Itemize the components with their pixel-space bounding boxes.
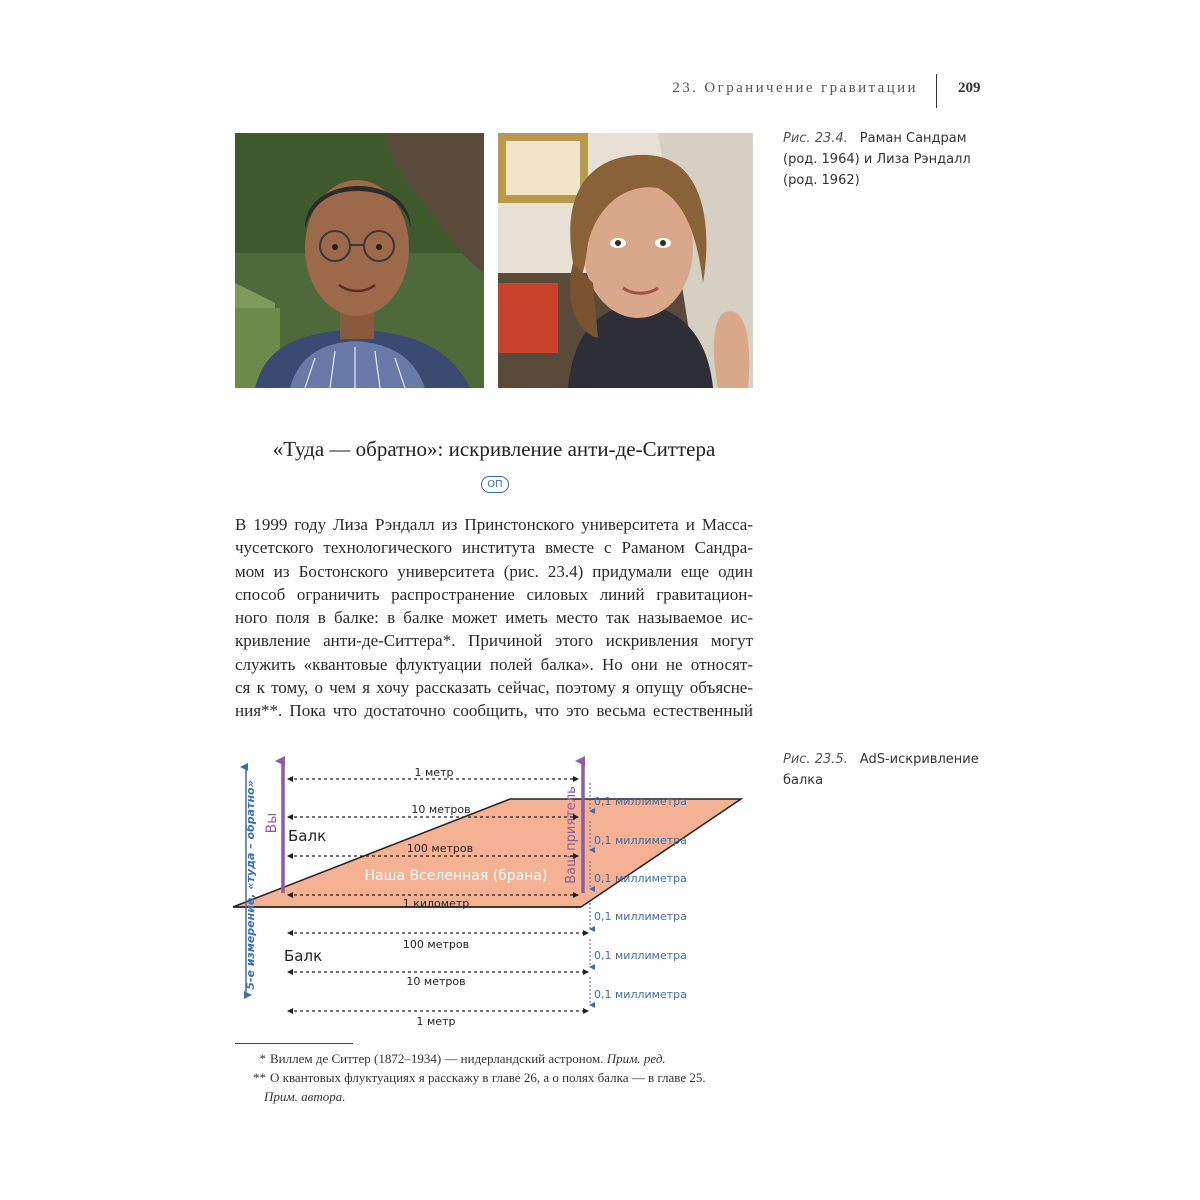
brane-plane [233, 799, 741, 907]
section-badge: ОП [481, 476, 509, 493]
footnote-mark: ** [253, 1070, 266, 1085]
page-number: 209 [958, 80, 981, 96]
figure-caption-text: Раман Сандрам (род. 1964) и Лиза Рэндалл (род. 1962) [783, 131, 971, 188]
footnotes [248, 1049, 768, 1106]
distance-label: 10 метров [406, 975, 466, 988]
running-head: 23. Ограничение гравитации [672, 80, 918, 96]
running-head-divider [936, 74, 937, 108]
footnote-text: О квантовых флуктуациях я расскажу в главе 26, а о полях балка — в главе 25. [270, 1070, 706, 1085]
distance-label: 1 метр [416, 1015, 456, 1028]
spacing-label: 0,1 миллиметра [594, 910, 687, 923]
friend-label: Ваш приятель [564, 786, 579, 884]
photo-lisa-randall [498, 133, 753, 388]
body-line: В 1999 году Лиза Рэндалл из Принстонского университета и Масса- [235, 515, 753, 534]
spacing-label: 0,1 миллиметра [594, 949, 687, 962]
bulk-upper-label: Балк [288, 827, 327, 845]
distance-label: 1 километр [402, 897, 470, 910]
body-line: способ ограничить распространение силовых линий гравитацион- [235, 584, 753, 604]
figure-caption-text: AdS-искривление балка [783, 752, 979, 788]
spacing-label: 0,1 миллиметра [594, 988, 687, 1001]
distance-label: 100 метров [402, 938, 470, 951]
body-line: мом из Бостонского университета (рис. 23.4) придумали еще один [235, 561, 753, 581]
body-line: кривление анти-де-Ситтера*. Причиной этого искривления могут [235, 631, 753, 651]
figure-number: Рис. 23.5. [783, 752, 848, 767]
spacing-label: 0,1 миллиметра [594, 834, 687, 847]
figure-caption-23-5 [783, 749, 983, 791]
body-line: ного поля в балке: в балке может иметь место так называемое ис- [235, 608, 753, 628]
body-line: служить «квантовые флуктуации полей балка». Но они не относят- [235, 654, 753, 674]
distance-label: 100 метров [406, 842, 474, 855]
body-line: ния**. Пока что достаточно сообщить, что это весьма естественный [235, 701, 753, 721]
body-paragraph [235, 513, 753, 723]
figure-caption-23-4 [783, 128, 983, 191]
brane-label: Наша Вселенная (брана) [364, 868, 548, 884]
section-title: «Туда — обратно»: искривление анти-де-Ситтера [272, 437, 716, 461]
footnote-1 [248, 1049, 768, 1068]
body-line: ся к тому, о чем я хочу рассказать сейчас, поэтому я опущу объясне- [235, 678, 753, 698]
distance-label: 1 метр [414, 766, 454, 779]
figure-number: Рис. 23.4. [783, 131, 848, 146]
footnote-2-continuation [248, 1087, 768, 1106]
photo-raman-sundrum [235, 133, 484, 388]
footnote-text: Виллем де Ситтер (1872–1934) — нидерландский астроном. [270, 1051, 604, 1066]
spacing-label: 0,1 миллиметра [594, 872, 687, 885]
footnote-divider [235, 1043, 353, 1044]
ads-warping-diagram [228, 755, 748, 1030]
footnote-mark: * [259, 1051, 266, 1066]
fifth-dimension-label: 5-е измерение, «туда – обратно» [244, 780, 257, 990]
body-line: чусетского технологического института вместе с Раманом Сандра- [235, 538, 753, 558]
distance-label: 10 метров [411, 803, 471, 816]
spacing-label: 0,1 миллиметра [594, 795, 687, 808]
footnote-note: Прим. ред. [606, 1051, 666, 1066]
bulk-lower-label: Балк [284, 947, 323, 965]
you-label: Вы [264, 812, 280, 834]
footnote-2 [248, 1068, 768, 1087]
footnote-note: Прим. автора. [264, 1089, 346, 1104]
